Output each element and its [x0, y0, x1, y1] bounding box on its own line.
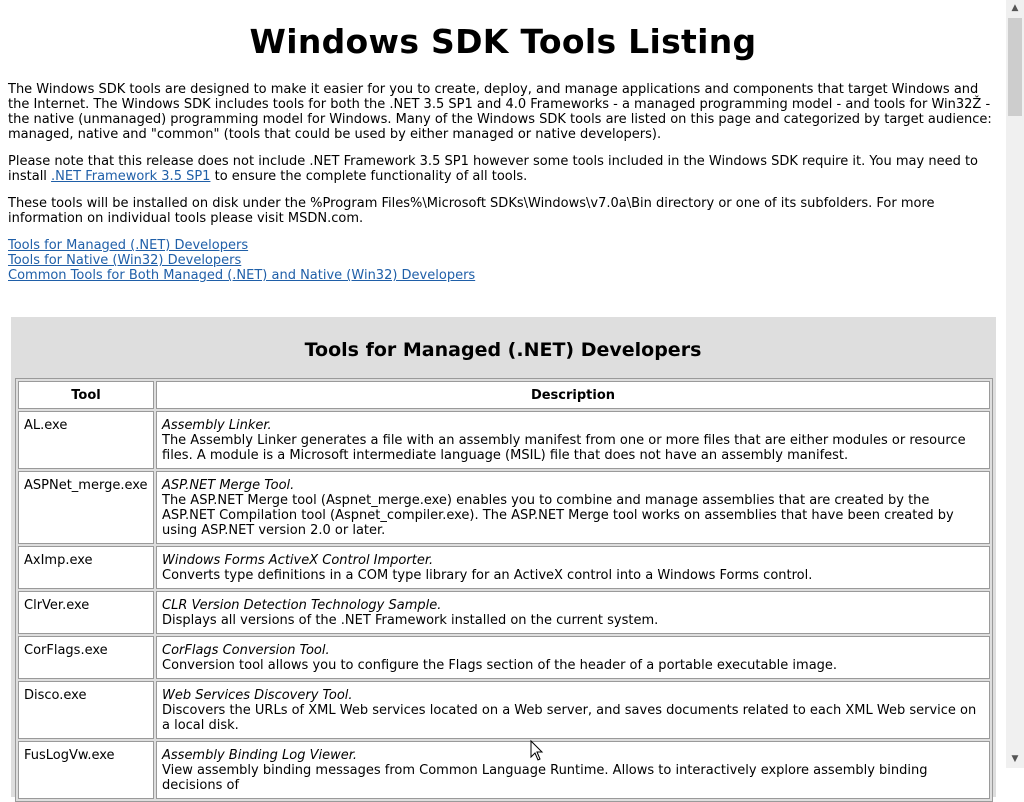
column-header-tool: Tool	[18, 381, 154, 409]
managed-tools-link[interactable]: Tools for Managed (.NET) Developers	[8, 238, 249, 253]
scroll-up-arrow-icon[interactable]: ▲	[1011, 3, 1019, 13]
tool-description-cell	[156, 411, 990, 469]
vertical-scrollbar[interactable]	[1006, 0, 1024, 768]
tool-description-cell	[156, 591, 990, 634]
tool-description: Discovers the URLs of XML Web services located on a Web server, and saves documents related to each XML Web service on a local disk.	[162, 703, 977, 733]
note-paragraph	[8, 154, 998, 184]
tool-title: Assembly Binding Log Viewer.	[162, 748, 358, 763]
mouse-pointer-icon	[530, 740, 544, 762]
tool-title: ASP.NET Merge Tool.	[162, 478, 295, 493]
tool-name: CorFlags.exe	[18, 636, 154, 679]
tools-table	[15, 378, 993, 802]
tool-description-cell	[156, 636, 990, 679]
tool-name: ClrVer.exe	[18, 591, 154, 634]
note-text-after: to ensure the complete functionality of all tools.	[210, 169, 528, 184]
table-row	[18, 471, 990, 544]
common-tools-link[interactable]: Common Tools for Both Managed (.NET) and Native (Win32) Developers	[8, 268, 476, 283]
note-text-before: Please note that this release does not include .NET Framework 3.5 SP1 however some tools included in the Windows SDK require it. You may need to install	[8, 154, 979, 184]
scrollbar-thumb[interactable]	[1008, 18, 1022, 116]
page-title: Windows SDK Tools Listing	[249, 22, 757, 61]
tool-description-cell	[156, 546, 990, 589]
section-nav-links	[8, 238, 475, 283]
intro-paragraph: The Windows SDK tools are designed to make it easier for you to create, deploy, and manage applications and components that target Windows and the Internet. The Windows SDK includes tools for both the .NET 3.5 SP1 and 4.0 Frameworks - a managed programming model - and tools for Win32Ž - the native (unmanaged) programming model for Windows. Many of the Windows SDK tools are listed on this page and categorized by target audience: managed, native and "common" (tools that could be used by either managed or native developers).	[8, 82, 992, 142]
install-info-paragraph: These tools will be installed on disk under the %Program Files%\Microsoft SDKs\Windows\v7.0a\Bin directory or one of its subfolders. For more information on individual tools please visit MSDN.com.	[8, 196, 935, 226]
tool-description: Displays all versions of the .NET Framework installed on the current system.	[162, 613, 659, 628]
tool-title: Web Services Discovery Tool.	[162, 688, 353, 703]
scroll-down-arrow-icon[interactable]: ▼	[1011, 754, 1019, 764]
tool-description-cell	[156, 741, 990, 799]
table-row	[18, 546, 990, 589]
tool-title: Assembly Linker.	[162, 418, 272, 433]
tool-name: AxImp.exe	[18, 546, 154, 589]
table-row	[18, 636, 990, 679]
section-title: Tools for Managed (.NET) Developers	[304, 339, 702, 361]
tool-description: View assembly binding messages from Common Language Runtime. Allows to interactively explore assembly binding decisions of	[162, 763, 928, 793]
table-row	[18, 681, 990, 739]
net-framework-link[interactable]: .NET Framework 3.5 SP1	[51, 169, 211, 184]
native-tools-link[interactable]: Tools for Native (Win32) Developers	[8, 253, 242, 268]
tool-name: ASPNet_merge.exe	[18, 471, 154, 544]
tool-title: CorFlags Conversion Tool.	[162, 643, 330, 658]
tool-description: Conversion tool allows you to configure the Flags section of the header of a portable executable image.	[162, 658, 838, 673]
table-row	[18, 591, 990, 634]
column-header-description: Description	[156, 381, 990, 409]
tool-title: CLR Version Detection Technology Sample.	[162, 598, 442, 613]
tool-name: FusLogVw.exe	[18, 741, 154, 799]
table-header-row	[18, 381, 990, 409]
tool-title: Windows Forms ActiveX Control Importer.	[162, 553, 434, 568]
tool-name: Disco.exe	[18, 681, 154, 739]
tool-description-cell	[156, 681, 990, 739]
tool-name: AL.exe	[18, 411, 154, 469]
table-row	[18, 741, 990, 799]
tool-description: The ASP.NET Merge tool (Aspnet_merge.exe) enables you to combine and manage assemblies that are created by the ASP.NET Compilation tool (Aspnet_compiler.exe). The ASP.NET Merge tool works on assemblies that have been created by using ASP.NET version 2.0 or later.	[162, 493, 954, 538]
tool-description-cell	[156, 471, 990, 544]
tool-description: Converts type definitions in a COM type library for an ActiveX control into a Windows Forms control.	[162, 568, 813, 583]
tool-description: The Assembly Linker generates a file with an assembly manifest from one or more files that are either modules or resource files. A module is a Microsoft intermediate language (MSIL) file that does not have an assembly manifest.	[162, 433, 966, 463]
table-row	[18, 411, 990, 469]
